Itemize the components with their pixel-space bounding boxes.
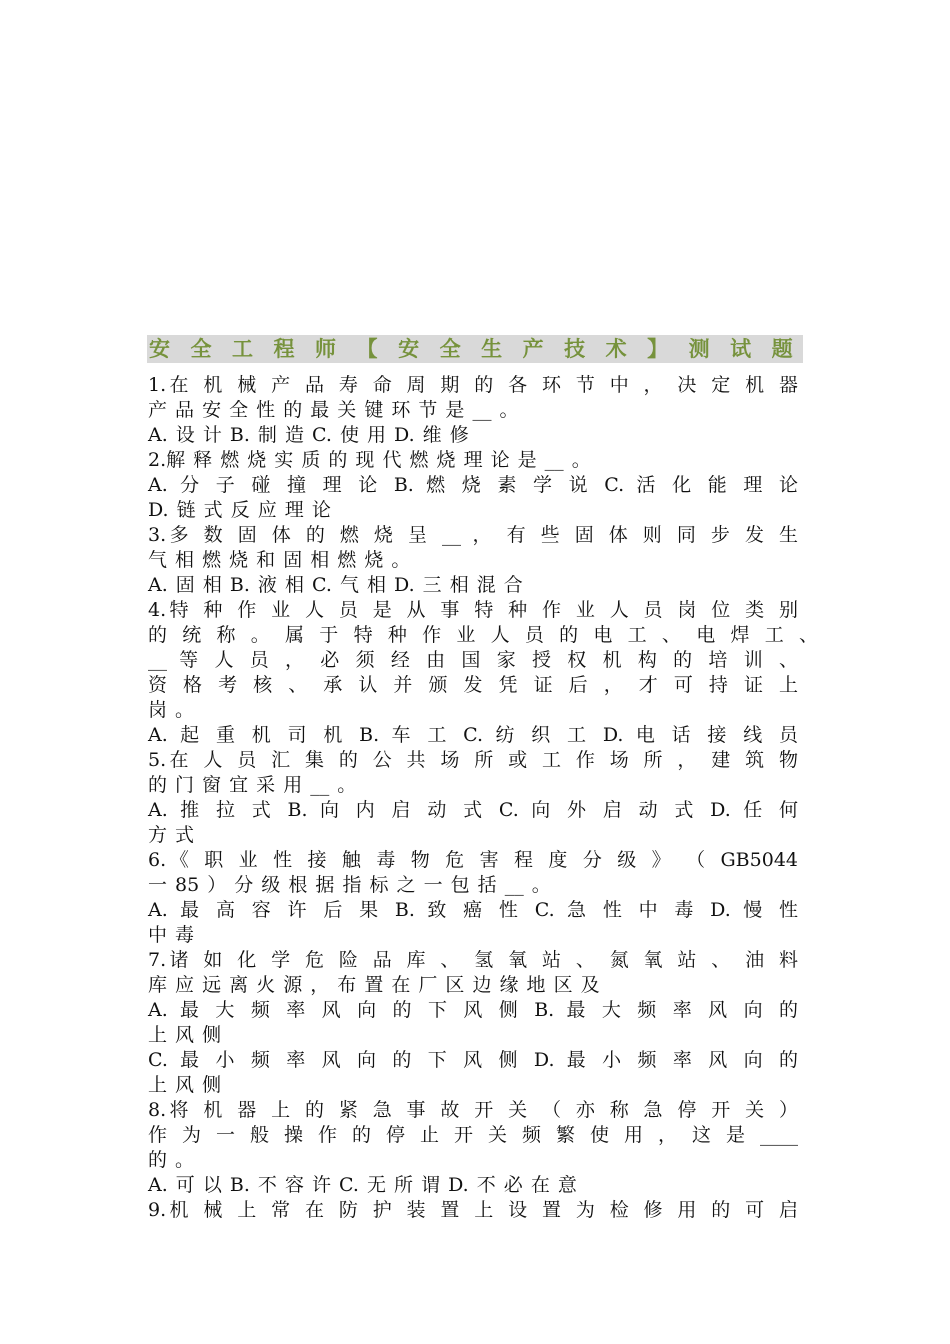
text-line: A. 起 重 机 司 机 B. 车 工 C. 纺 织 工 D. 电 话 接 线 员 [148, 724, 798, 746]
text-line: 5.在 人 员 汇 集 的 公 共 场 所 或 工 作 场 所 ， 建 筑 物 [148, 749, 798, 771]
text-line: 6.《 职 业 性 接 触 毒 物 危 害 程 度 分 级 》 （ GB5044 [148, 849, 798, 871]
text-line: A. 最 大 频 率 风 向 的 下 风 侧 B. 最 大 频 率 风 向 的 [148, 999, 798, 1021]
text-line: A. 设 计 B. 制 造 C. 使 用 D. 维 修 [148, 424, 469, 446]
text-line: 资 格 考 核 、 承 认 并 颁 发 凭 证 后 ， 才 可 持 证 上 [148, 674, 798, 696]
text-line: 的 。 [148, 1149, 195, 1171]
text-line: 1.在 机 械 产 品 寿 命 周 期 的 各 环 节 中 ， 决 定 机 器 [148, 374, 798, 396]
text-line: A. 分 子 碰 撞 理 论 B. 燃 烧 素 学 说 C. 活 化 能 理 论 [148, 474, 798, 496]
text-line: 9.机 械 上 常 在 防 护 装 置 上 设 置 为 检 修 用 的 可 启 [148, 1199, 798, 1221]
text-line: 作 为 一 般 操 作 的 停 止 开 关 频 繁 使 用 ， 这 是 ____ [148, 1124, 798, 1146]
text-line: 中 毒 [148, 924, 195, 946]
text-line: __ 等 人 员 ， 必 须 经 由 国 家 授 权 机 构 的 培 训 、 [148, 649, 798, 671]
text-line: 一 85 ） 分 级 根 据 指 标 之 一 包 括 __ 。 [148, 874, 551, 896]
text-line: 岗 。 [148, 699, 195, 721]
text-line: 8.将 机 器 上 的 紧 急 事 故 开 关 （ 亦 称 急 停 开 关 ） [148, 1099, 798, 1121]
text-line: 产 品 安 全 性 的 最 关 键 环 节 是 __ 。 [148, 399, 519, 421]
text-line: 上 风 侧 [148, 1024, 222, 1046]
text-line: A. 最 高 容 许 后 果 B. 致 癌 性 C. 急 性 中 毒 D. 慢 性 [148, 899, 798, 921]
text-line: D. 链 式 反 应 理 论 [148, 499, 331, 521]
text-line: 方 式 [148, 824, 195, 846]
document-title: 安 全 工 程 师 【 安 全 生 产 技 术 】 测 试 题 [147, 335, 803, 363]
text-line: 气 相 燃 烧 和 固 相 燃 烧 。 [148, 549, 411, 571]
text-line: A. 可 以 B. 不 容 许 C. 无 所 谓 D. 不 必 在 意 [148, 1174, 577, 1196]
text-line: 7.诸 如 化 学 危 险 品 库 、 氢 氧 站 、 氮 氧 站 、 油 料 [148, 949, 798, 971]
text-line: C. 最 小 频 率 风 向 的 下 风 侧 D. 最 小 频 率 风 向 的 [148, 1049, 798, 1071]
text-line: A. 固 相 B. 液 相 C. 气 相 D. 三 相 混 合 [148, 574, 523, 596]
text-line: 的 统 称 。 属 于 特 种 作 业 人 员 的 电 工 、 电 焊 工 、 [148, 624, 818, 646]
text-line: 4.特 种 作 业 人 员 是 从 事 特 种 作 业 人 员 岗 位 类 别 [148, 599, 798, 621]
document-body [148, 373, 818, 1223]
text-line: 库 应 远 离 火 源 ， 布 置 在 厂 区 边 缘 地 区 及 [148, 974, 600, 996]
text-line: 上 风 侧 [148, 1074, 222, 1096]
text-line: 的 门 窗 宜 采 用 __ 。 [148, 774, 357, 796]
text-line: 3.多 数 固 体 的 燃 烧 呈 __ ， 有 些 固 体 则 同 步 发 生 [148, 524, 798, 546]
text-line: 2.解 释 燃 烧 实 质 的 现 代 燃 烧 理 论 是 __ 。 [148, 449, 591, 471]
text-line: A. 推 拉 式 B. 向 内 启 动 式 C. 向 外 启 动 式 D. 任 何 [148, 799, 798, 821]
